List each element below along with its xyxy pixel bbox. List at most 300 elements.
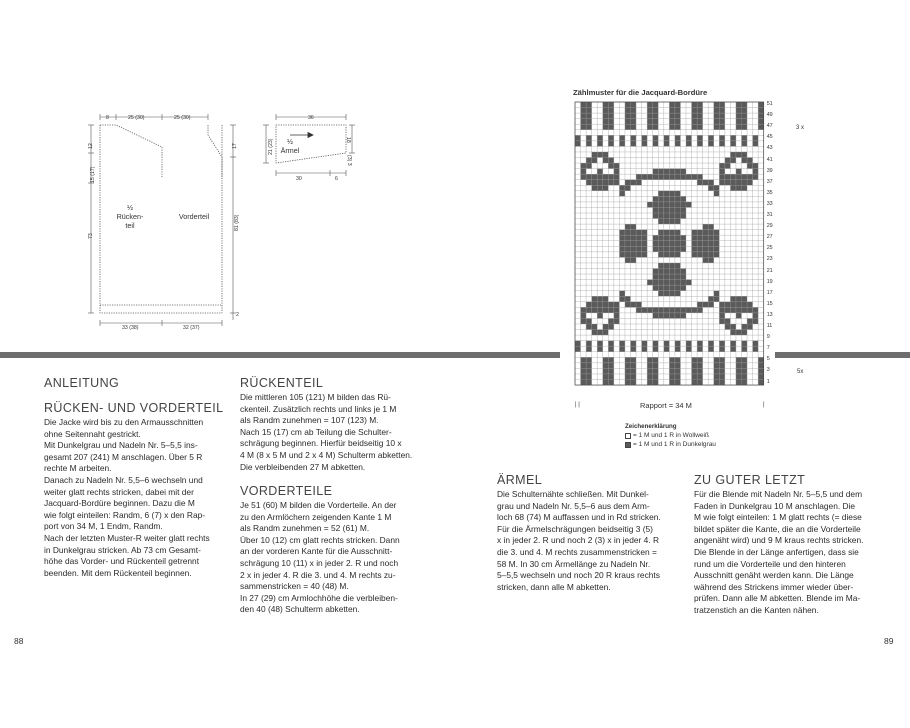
chart-cell-dark <box>692 307 698 313</box>
chart-cell-dark <box>608 374 614 380</box>
chart-cell-dark <box>675 169 681 175</box>
chart-cell-dark <box>653 124 659 130</box>
chart-cell-dark <box>730 180 736 186</box>
chart-cell-dark <box>647 119 653 125</box>
chart-cell-dark <box>697 363 703 369</box>
chart-cell-dark <box>719 141 725 147</box>
chart-ticks-left: | | <box>575 402 580 408</box>
chart-cell-dark <box>658 313 664 319</box>
chart-cell-dark <box>631 241 637 247</box>
chart-cell-dark <box>730 302 736 308</box>
chart-cell-dark <box>675 141 681 147</box>
chart-cell-dark <box>658 269 664 275</box>
chart-cell-dark <box>708 235 714 241</box>
text-line: 2 x in jeder 4. R die 3. und 4. M rechts zu- <box>240 569 396 580</box>
chart-cell-dark <box>658 230 664 236</box>
text-line: Für die Ärmelschrägungen beidseitig 3 (5) <box>497 523 653 534</box>
chart-cell-dark <box>653 346 659 352</box>
chart-cell-dark <box>719 357 725 363</box>
chart-cell-dark <box>675 196 681 202</box>
chart-cell-dark <box>608 180 614 186</box>
chart-cell-dark <box>675 368 681 374</box>
heading-vorderteile: VORDERTEILE <box>240 484 333 498</box>
chart-cell-dark <box>697 252 703 258</box>
chart-cell-dark <box>647 202 653 208</box>
chart-cell-dark <box>719 380 725 386</box>
chart-cell-dark <box>697 108 703 114</box>
chart-cell-dark <box>669 291 675 297</box>
text-zu-guter-letzt <box>694 489 874 617</box>
chart-cell-dark <box>753 346 759 352</box>
chart-cell-dark <box>664 274 670 280</box>
chart-cell-dark <box>608 318 614 324</box>
chart-cell-dark <box>608 357 614 363</box>
chart-cell-dark <box>703 224 709 230</box>
chart-cell-dark <box>675 219 681 225</box>
dim-bottom-33: 33 (38) <box>122 325 139 331</box>
chart-cell-dark <box>608 124 614 130</box>
chart-cell-dark <box>619 346 625 352</box>
chart-cell-dark <box>608 368 614 374</box>
chart-cell-dark <box>608 108 614 114</box>
chart-cell-dark <box>669 113 675 119</box>
chart-cell-dark <box>631 363 637 369</box>
chart-cell-dark <box>625 357 631 363</box>
chart-cell-dark <box>675 341 681 347</box>
dim-top-25a: 25 (30) <box>128 115 145 121</box>
chart-cell-dark <box>758 124 764 130</box>
chart-cell-dark <box>719 180 725 186</box>
chart-cell-dark <box>736 102 742 108</box>
chart-cell-dark <box>597 185 603 191</box>
chart-cell-dark <box>647 113 653 119</box>
text-line: höhe das Vorder- und Rückenteil getrennt <box>44 556 200 567</box>
chart-cell-dark <box>669 196 675 202</box>
chart-cell-dark <box>714 185 720 191</box>
chart-cell-dark <box>664 252 670 258</box>
chart-cell-dark <box>597 341 603 347</box>
chart-cell-dark <box>625 296 631 302</box>
chart-cell-dark <box>619 191 625 197</box>
text-line: stricken, dann alle M abketten. <box>497 581 611 592</box>
chart-cell-dark <box>608 346 614 352</box>
chart-cell-dark <box>603 185 609 191</box>
chart-cell-dark <box>581 119 587 125</box>
chart-cell-dark <box>631 302 637 308</box>
chart-cell-dark <box>664 196 670 202</box>
chart-cell-dark <box>730 135 736 141</box>
chart-cell-dark <box>675 307 681 313</box>
chart-cell-dark <box>742 330 748 336</box>
chart-cell-dark <box>631 224 637 230</box>
dim-sleeve-bottom-30: 30 <box>296 176 302 182</box>
dim-sleeve-left: 21 (23) <box>268 138 274 155</box>
chart-cell-dark <box>619 141 625 147</box>
chart-cell-dark <box>653 119 659 125</box>
chart-cell-dark <box>636 174 642 180</box>
chart-cell-dark <box>680 285 686 291</box>
text-line: Die verbleibenden 27 M abketten. <box>240 461 366 472</box>
chart-cell-dark <box>625 113 631 119</box>
chart-cell-dark <box>742 380 748 386</box>
chart-cell-dark <box>653 368 659 374</box>
chart-cell-dark <box>719 102 725 108</box>
chart-cell-dark <box>719 318 725 324</box>
chart-cell-dark <box>697 102 703 108</box>
chart-cell-dark <box>697 124 703 130</box>
chart-cell-dark <box>692 174 698 180</box>
chart-cell-dark <box>608 174 614 180</box>
chart-row-label: 39 <box>766 167 773 174</box>
chart-cell-dark <box>586 363 592 369</box>
chart-cell-dark <box>719 374 725 380</box>
chart-cell-dark <box>692 235 698 241</box>
chart-cell-dark <box>664 246 670 252</box>
chart-row-label: 17 <box>766 289 773 296</box>
text-line: M wie folgt einteilen: 1 M glatt rechts (= diese <box>694 512 862 523</box>
chart-cell-dark <box>619 252 625 258</box>
chart-cell-dark <box>581 163 587 169</box>
chart-cell-dark <box>603 113 609 119</box>
chart-cell-dark <box>575 135 581 141</box>
chart-cell-dark <box>675 124 681 130</box>
chart-cell-dark <box>647 174 653 180</box>
text-aermel <box>497 489 675 593</box>
chart-cell-dark <box>653 274 659 280</box>
chart-cell-dark <box>719 341 725 347</box>
chart-cell-dark <box>703 252 709 258</box>
chart-cell-dark <box>625 119 631 125</box>
chart-cell-dark <box>692 113 698 119</box>
chart-cell-dark <box>658 174 664 180</box>
chart-cell-dark <box>675 230 681 236</box>
chart-cell-dark <box>714 102 720 108</box>
chart-cell-dark <box>653 280 659 286</box>
chart-row-label: 3 <box>766 367 770 374</box>
text-line: wie folgt einteilen: Randm, 6 (7) x den Rap- <box>44 509 206 520</box>
text-line: schrägung 10 (11) x in jeder 2. R und noch <box>240 557 399 568</box>
chart-cell-dark <box>680 280 686 286</box>
chart-cell-dark <box>647 380 653 386</box>
chart-cell-dark <box>603 363 609 369</box>
chart-cell-dark <box>631 108 637 114</box>
chart-cell-dark <box>742 374 748 380</box>
chart-cell-dark <box>675 202 681 208</box>
chart-cell-dark <box>753 163 759 169</box>
chart-cell-dark <box>742 119 748 125</box>
chart-cell-dark <box>730 158 736 164</box>
chart-cell-dark <box>742 363 748 369</box>
chart-cell-dark <box>619 185 625 191</box>
chart-cell-dark <box>664 174 670 180</box>
chart-cell-dark <box>664 285 670 291</box>
chart-cell-dark <box>664 230 670 236</box>
chart-cell-dark <box>736 313 742 319</box>
chart-cell-dark <box>608 302 614 308</box>
chart-cell-dark <box>708 302 714 308</box>
chart-cell-dark <box>742 152 748 158</box>
chart-cell-dark <box>586 318 592 324</box>
chart-cell-dark <box>658 219 664 225</box>
chart-cell-dark <box>686 341 692 347</box>
chart-cell-dark <box>653 374 659 380</box>
chart-cell-dark <box>653 341 659 347</box>
text-line: loch 68 (74) M auffassen und in Rd stricken. <box>497 512 661 523</box>
chart-cell-dark <box>714 235 720 241</box>
chart-cell-dark <box>714 191 720 197</box>
chart-cell-dark <box>658 285 664 291</box>
chart-cell-dark <box>658 252 664 258</box>
dim-right-17: 17 <box>232 143 238 149</box>
heading-aermel: ÄRMEL <box>497 473 543 487</box>
chart-cell-dark <box>758 357 764 363</box>
chart-cell-dark <box>586 368 592 374</box>
chart-cell-dark <box>675 108 681 114</box>
chart-cell-dark <box>742 296 748 302</box>
chart-cell-dark <box>608 380 614 386</box>
chart-cell-dark <box>603 374 609 380</box>
chart-cell-dark <box>697 302 703 308</box>
chart-cell-dark <box>742 135 748 141</box>
chart-cell-dark <box>658 207 664 213</box>
text-line: Nach 15 (17) cm ab Teilung die Schulter- <box>240 426 392 437</box>
chart-cell-dark <box>631 113 637 119</box>
chart-cell-dark <box>647 374 653 380</box>
chart-cell-dark <box>730 174 736 180</box>
chart-cell-dark <box>747 158 753 164</box>
chart-cell-dark <box>653 113 659 119</box>
chart-cell-dark <box>736 119 742 125</box>
chart-cell-dark <box>714 230 720 236</box>
chart-cell-dark <box>664 291 670 297</box>
chart-cell-dark <box>692 102 698 108</box>
chart-cell-dark <box>697 174 703 180</box>
chart-cell-dark <box>686 346 692 352</box>
chart-cell-dark <box>636 302 642 308</box>
chart-cell-dark <box>631 257 637 263</box>
chart-cell-dark <box>619 291 625 297</box>
chart-cell-dark <box>597 302 603 308</box>
chart-cell-dark <box>680 241 686 247</box>
chart-cell-dark <box>631 246 637 252</box>
chart-cell-dark <box>603 108 609 114</box>
chart-cell-dark <box>664 191 670 197</box>
chart-cell-dark <box>653 307 659 313</box>
chart-cell-dark <box>614 174 620 180</box>
chart-cell-dark <box>692 380 698 386</box>
chart-cell-dark <box>603 158 609 164</box>
text-line: die 3. und 4. M rechts zusammenstricken = <box>497 546 657 557</box>
text-line: Die Jacke wird bis zu den Armausschnitten <box>44 417 204 427</box>
chart-cell-dark <box>758 374 764 380</box>
chart-cell-dark <box>597 180 603 186</box>
chart-cell-dark <box>742 124 748 130</box>
chart-cell-dark <box>631 357 637 363</box>
chart-cell-dark <box>692 246 698 252</box>
chart-cell-dark <box>658 235 664 241</box>
chart-row-label: 31 <box>766 212 773 218</box>
chart-row-label: 19 <box>766 278 773 285</box>
dim-right-81: 81 (83) <box>234 214 240 231</box>
chart-cell-dark <box>614 169 620 175</box>
dim-top-8: 8 <box>106 115 109 121</box>
chart-cell-dark <box>653 207 659 213</box>
chart-cell-dark <box>742 302 748 308</box>
heading-anleitung: ANLEITUNG <box>44 376 120 390</box>
chart-row-label: 41 <box>766 156 773 163</box>
chart-cell-dark <box>658 307 664 313</box>
chart-cell-dark <box>592 307 598 313</box>
chart-cell-dark <box>758 119 764 125</box>
chart-cell-dark <box>664 135 670 141</box>
chart-cell-dark <box>647 102 653 108</box>
chart-cell-dark <box>581 313 587 319</box>
chart-cell-dark <box>581 318 587 324</box>
repeat-bottom: 5x <box>797 369 804 375</box>
chart-cell-dark <box>625 185 631 191</box>
chart-cell-dark <box>669 174 675 180</box>
chart-cell-dark <box>725 163 731 169</box>
chart-row-label: 33 <box>766 200 773 207</box>
chart-cell-dark <box>669 269 675 275</box>
chart-cell-dark <box>736 152 742 158</box>
chart-cell-dark <box>714 368 720 374</box>
chart-cell-dark <box>719 113 725 119</box>
chart-cell-dark <box>714 241 720 247</box>
text-line: angenäht wird) und 9 M kraus rechts stricken. <box>694 535 864 546</box>
jacquard-chart <box>570 100 770 400</box>
chart-cell-dark <box>680 246 686 252</box>
chart-cell-dark <box>719 368 725 374</box>
chart-cell-dark <box>730 346 736 352</box>
chart-cell-dark <box>658 263 664 269</box>
chart-row-label: 9 <box>766 334 770 341</box>
chart-cell-dark <box>586 346 592 352</box>
chart-cell-dark <box>736 124 742 130</box>
chart-cell-dark <box>619 135 625 141</box>
chart-cell-dark <box>586 302 592 308</box>
chart-cell-dark <box>586 158 592 164</box>
chart-cell-dark <box>703 257 709 263</box>
chart-cell-dark <box>730 141 736 147</box>
chart-cell-dark <box>647 368 653 374</box>
chart-cell-dark <box>625 180 631 186</box>
chart-cell-dark <box>642 141 648 147</box>
chart-cell-dark <box>719 174 725 180</box>
chart-cell-dark <box>614 318 620 324</box>
text-line: zu den Armlöchern zeigenden Kante 1 M <box>240 511 392 522</box>
chart-cell-dark <box>608 341 614 347</box>
chart-title: Zählmuster für die Jacquard-Bordüre <box>573 88 708 97</box>
chart-cell-dark <box>647 108 653 114</box>
chart-cell-dark <box>725 307 731 313</box>
chart-cell-dark <box>697 357 703 363</box>
chart-cell-dark <box>631 374 637 380</box>
chart-cell-dark <box>575 141 581 147</box>
chart-cell-dark <box>669 108 675 114</box>
chart-cell-dark <box>636 230 642 236</box>
chart-cell-dark <box>669 274 675 280</box>
chart-cell-dark <box>736 180 742 186</box>
chart-cell-dark <box>708 296 714 302</box>
chart-cell-dark <box>603 102 609 108</box>
chart-cell-dark <box>736 302 742 308</box>
chart-cell-dark <box>692 124 698 130</box>
text-line: prüfen. Dann alle M abketten. Blende im Ma- <box>694 593 861 604</box>
chart-cell-dark <box>725 158 731 164</box>
chart-cell-dark <box>625 363 631 369</box>
chart-cell-dark <box>708 180 714 186</box>
chart-cell-dark <box>653 246 659 252</box>
chart-cell-dark <box>642 346 648 352</box>
chart-cell-dark <box>653 213 659 219</box>
chart-cell-dark <box>669 307 675 313</box>
chart-cell-dark <box>742 141 748 147</box>
chart-cell-dark <box>653 196 659 202</box>
chart-cell-dark <box>697 230 703 236</box>
front-neckline <box>208 125 222 177</box>
chart-cell-dark <box>619 246 625 252</box>
chart-cell-dark <box>603 296 609 302</box>
chart-cell-dark <box>586 108 592 114</box>
chart-cell-dark <box>725 302 731 308</box>
chart-row-label: 11 <box>766 323 773 329</box>
chart-cell-dark <box>658 213 664 219</box>
chart-cell-dark <box>675 357 681 363</box>
chart-cell-dark <box>725 174 731 180</box>
chart-cell-dark <box>675 213 681 219</box>
chart-cell-dark <box>586 141 592 147</box>
chart-row-label: 21 <box>766 267 773 274</box>
back-neckline <box>100 125 162 177</box>
chart-cell-dark <box>669 230 675 236</box>
chart-cell-dark <box>669 213 675 219</box>
chart-cell-dark <box>675 102 681 108</box>
chart-cell-dark <box>675 119 681 125</box>
chart-cell-dark <box>719 302 725 308</box>
chart-cell-dark <box>680 207 686 213</box>
text-line: Die Schulternähte schließen. Mit Dunkel- <box>497 489 649 499</box>
chart-cell-dark <box>669 246 675 252</box>
chart-row-label: 35 <box>766 189 773 196</box>
chart-cell-dark <box>680 313 686 319</box>
chart-cell-dark <box>697 141 703 147</box>
chart-cell-dark <box>608 135 614 141</box>
chart-cell-dark <box>636 252 642 258</box>
chart-cell-dark <box>675 380 681 386</box>
chart-cell-dark <box>680 174 686 180</box>
rapport-label: Rapport = 34 M <box>640 401 692 410</box>
chart-cell-dark <box>625 230 631 236</box>
chart-cell-dark <box>747 324 753 330</box>
chart-cell-dark <box>730 296 736 302</box>
chart-cell-dark <box>586 163 592 169</box>
chart-cell-dark <box>753 135 759 141</box>
chart-cell-dark <box>619 296 625 302</box>
chart-cell-dark <box>581 357 587 363</box>
chart-row-label: 45 <box>766 134 773 141</box>
chart-cell-dark <box>625 235 631 241</box>
chart-cell-dark <box>592 174 598 180</box>
chart-cell-dark <box>631 380 637 386</box>
chart-cell-dark <box>647 363 653 369</box>
chart-cell-dark <box>758 108 764 114</box>
chart-cell-dark <box>608 163 614 169</box>
chart-cell-dark <box>658 274 664 280</box>
chart-cell-dark <box>631 180 637 186</box>
chart-cell-dark <box>697 346 703 352</box>
white-swatch-icon <box>625 433 631 439</box>
